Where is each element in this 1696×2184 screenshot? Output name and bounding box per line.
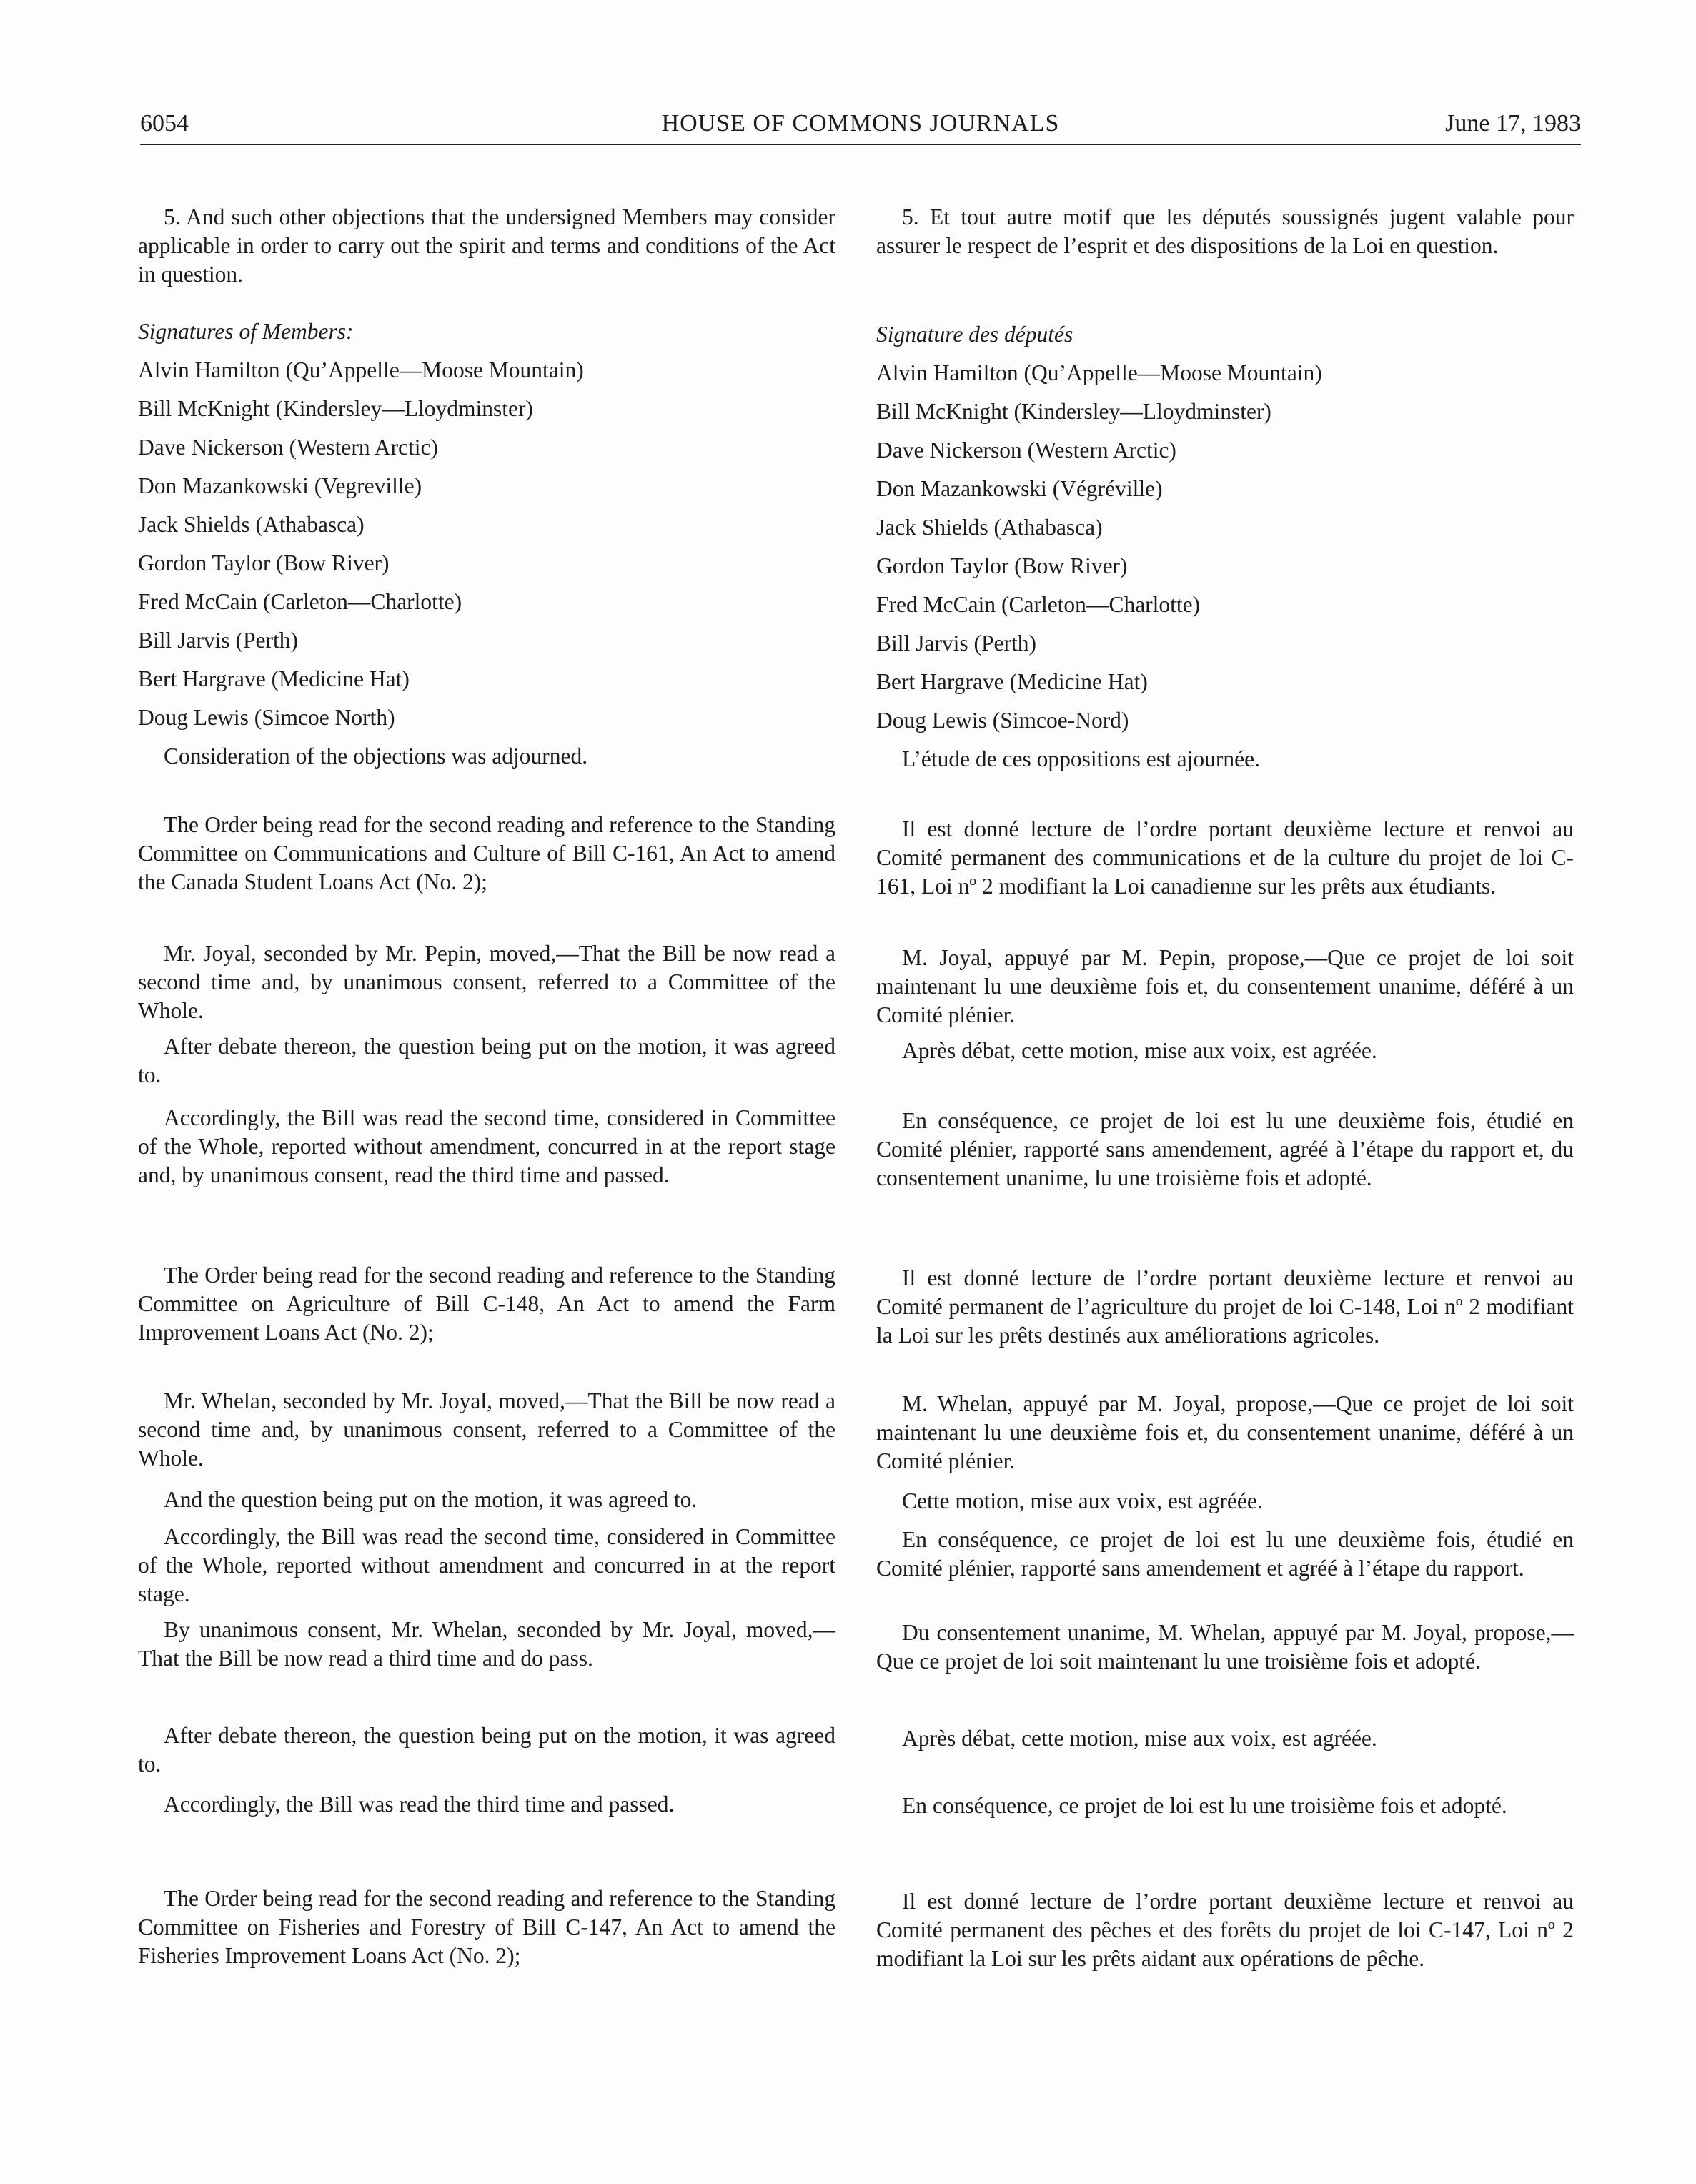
bill-c148-question-fr: Cette motion, mise aux voix, est agréée. xyxy=(902,1488,1263,1513)
signature-line: Bill Jarvis (Perth) xyxy=(138,628,298,653)
page-date: June 17, 1983 xyxy=(1445,110,1581,137)
bill-c148-result-fr: En conséquence, ce projet de loi est lu une deuxième fois, étudié en Comité plénier, rapporté sans amendement et agréé à l’étape du rapport. xyxy=(876,1527,1574,1581)
objection-5-paragraph: 5. And such other objections that the undersigned Members may consider applicable in order to carry out the spirit and terms and conditions of the Act in question. xyxy=(138,204,835,287)
bill-c161-debate-fr: Après débat, cette motion, mise aux voix, est agréée. xyxy=(902,1038,1377,1063)
bill-c147-order-fr: Il est donné lecture de l’ordre portant deuxième lecture et renvoi au Comité permanent des pêches et des forêts du projet de loi C-147, Loi nº 2 modifiant la Loi sur les prêts aidant aux opérations de pêche. xyxy=(876,1889,1574,1971)
signature-line: Doug Lewis (Simcoe North) xyxy=(138,705,395,730)
journal-title: HOUSE OF COMMONS JOURNALS xyxy=(661,110,1060,137)
signature-line: Fred McCain (Carleton—Charlotte) xyxy=(138,589,462,614)
signature-line: Bill McKnight (Kindersley—Lloydminster) xyxy=(138,396,533,421)
bill-c148-order: The Order being read for the second reading and reference to the Standing Committee on Agriculture of Bill C-148, An Act to amend the Farm Improvement Loans Act (No. 2); xyxy=(138,1263,835,1345)
bill-c148-result: Accordingly, the Bill was read the second time, considered in Committee of the Whole, reported without amendment and concurred in at the report stage. xyxy=(138,1524,835,1606)
signature-line: Alvin Hamilton (Qu’Appelle—Moose Mountain) xyxy=(876,360,1322,385)
signature-line: Dave Nickerson (Western Arctic) xyxy=(876,438,1176,463)
adjourned-note-fr: L’étude de ces oppositions est ajournée. xyxy=(902,746,1260,771)
adjourned-note: Consideration of the objections was adjourned. xyxy=(164,743,588,769)
bill-c161-debate: After debate thereon, the question being put on the motion, it was agreed to. xyxy=(138,1034,835,1087)
signature-line: Don Mazankowski (Vegreville) xyxy=(138,473,422,498)
signatures-heading-fr: Signature des députés xyxy=(876,322,1073,347)
bill-c161-order: The Order being read for the second reading and reference to the Standing Committee on Communications and Culture of Bill C-161, An Act to amend the Canada Student Loans Act (No. 2); xyxy=(138,812,835,894)
bill-c148-debate-fr: Après débat, cette motion, mise aux voix, est agréée. xyxy=(902,1726,1377,1751)
signature-line: Dave Nickerson (Western Arctic) xyxy=(138,435,438,460)
bill-c161-result: Accordingly, the Bill was read the second time, considered in Committee of the Whole, reported without amendment, concurred in at the report stage and, by unanimous consent, read the third time and passed. xyxy=(138,1105,835,1187)
bill-c147-order: The Order being read for the second reading and reference to the Standing Committee on Fisheries and Forestry of Bill C-147, An Act to amend the Fisheries Improvement Loans Act (No. 2); xyxy=(138,1886,835,1968)
bill-c148-question: And the question being put on the motion, it was agreed to. xyxy=(164,1487,698,1512)
signature-line: Alvin Hamilton (Qu’Appelle—Moose Mountain) xyxy=(138,357,584,382)
signature-line: Jack Shields (Athabasca) xyxy=(876,515,1103,540)
bill-c161-order-fr: Il est donné lecture de l’ordre portant deuxième lecture et renvoi au Comité permanent des communications et de la culture du projet de loi C-161, Loi nº 2 modifiant la Loi canadienne sur les prêts aux étudiants. xyxy=(876,816,1574,899)
signature-line: Bill Jarvis (Perth) xyxy=(876,631,1036,656)
bill-c148-third-reading-motion: By unanimous consent, Mr. Whelan, seconded by Mr. Joyal, moved,—That the Bill be now read a third time and do pass. xyxy=(138,1617,835,1671)
signature-line: Fred McCain (Carleton—Charlotte) xyxy=(876,592,1201,617)
bill-c161-result-fr: En conséquence, ce projet de loi est lu une deuxième fois, étudié en Comité plénier, rapporté sans amendement, agréé à l’étape du rapport et, du consentement unanime, lu une troisième fois et adopté. xyxy=(876,1108,1574,1190)
signatures-heading: Signatures of Members: xyxy=(138,319,354,344)
bill-c148-third-reading-motion-fr: Du consentement unanime, M. Whelan, appuyé par M. Joyal, propose,—Que ce projet de loi soit maintenant lu une troisième fois et adopté. xyxy=(876,1620,1574,1674)
bill-c148-passed: Accordingly, the Bill was read the third time and passed. xyxy=(164,1792,675,1817)
signature-line: Jack Shields (Athabasca) xyxy=(138,512,365,537)
objection-5-paragraph-fr: 5. Et tout autre motif que les députés soussignés jugent valable pour assurer le respect de l’esprit et des dispositions de la Loi en question. xyxy=(876,204,1574,258)
bill-c161-motion: Mr. Joyal, seconded by Mr. Pepin, moved,—That the Bill be now read a second time and, by unanimous consent, referred to a Committee of the Whole. xyxy=(138,941,835,1023)
bill-c148-motion: Mr. Whelan, seconded by Mr. Joyal, moved,—That the Bill be now read a second time and, by unanimous consent, referred to a Committee of the Whole. xyxy=(138,1388,835,1471)
signature-line: Gordon Taylor (Bow River) xyxy=(876,553,1128,578)
bill-c148-debate: After debate thereon, the question being put on the motion, it was agreed to. xyxy=(138,1723,835,1777)
bill-c161-motion-fr: M. Joyal, appuyé par M. Pepin, propose,—Que ce projet de loi soit maintenant lu une deuxième fois et, du consentement unanime, déféré à un Comité plénier. xyxy=(876,945,1574,1027)
signature-line: Doug Lewis (Simcoe-Nord) xyxy=(876,708,1129,733)
signature-line: Gordon Taylor (Bow River) xyxy=(138,550,390,575)
header-rule xyxy=(140,144,1581,145)
running-head xyxy=(140,107,1581,144)
bill-c148-order-fr: Il est donné lecture de l’ordre portant deuxième lecture et renvoi au Comité permanent de l’agriculture du projet de loi C-148, Loi nº 2 modifiant la Loi sur les prêts destinés aux améliorations agricoles. xyxy=(876,1265,1574,1348)
page-number: 6054 xyxy=(140,110,189,137)
signature-line: Don Mazankowski (Végréville) xyxy=(876,476,1163,501)
signature-line: Bill McKnight (Kindersley—Lloydminster) xyxy=(876,399,1271,424)
bill-c148-motion-fr: M. Whelan, appuyé par M. Joyal, propose,—Que ce projet de loi soit maintenant lu une deuxième fois et, du consentement unanime, déféré à un Comité plénier. xyxy=(876,1391,1574,1473)
signature-line: Bert Hargrave (Medicine Hat) xyxy=(138,666,410,691)
signature-line: Bert Hargrave (Medicine Hat) xyxy=(876,669,1148,694)
bill-c148-passed-fr: En conséquence, ce projet de loi est lu une troisième fois et adopté. xyxy=(902,1793,1507,1818)
